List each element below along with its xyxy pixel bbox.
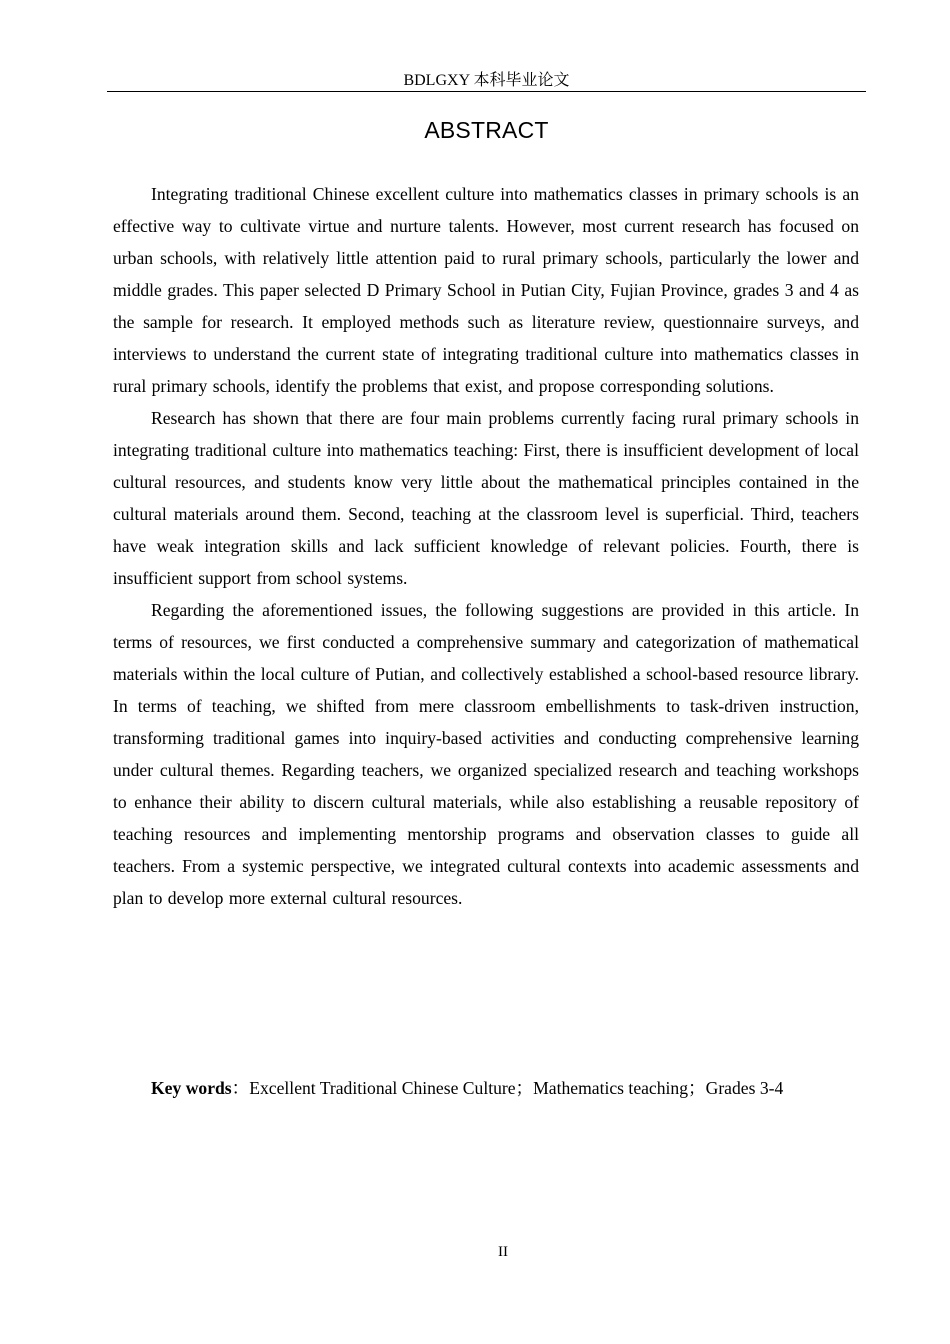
page-header: BDLGXY 本科毕业论文 [107, 70, 866, 92]
abstract-paragraph-3: Regarding the aforementioned issues, the following suggestions are provided in this article. In terms of resources, we first conducted a comprehensive summary and categorization of mathematical materials within the local culture of Putian, and collectively established a school-based resource library. In terms of teaching, we shifted from mere classroom embellishments to task-driven instruction, transforming traditional games into inquiry-based activities and conducting comprehensive learning under cultural themes. Regarding teachers, we organized specialized research and teaching workshops to enhance their ability to discern cultural materials, while also establishing a reusable repository of teaching resources and implementing mentorship programs and observation classes to guide all teachers. From a systemic perspective, we integrated cultural contexts into academic assessments and plan to develop more external cultural resources. [113, 600, 859, 908]
abstract-paragraph-1: Integrating traditional Chinese excellent culture into mathematics classes in primary schools is an effective way to cultivate virtue and nurture talents. However, most current research has focused on urban schools, with relatively little attention paid to rural primary schools, particularly the lower and middle grades. This paper selected D Primary School in Putian City, Fujian Province, grades 3 and 4 as the sample for research. It employed methods such as literature review, questionnaire surveys, and interviews to understand the current state of integrating traditional culture into mathematics classes in rural primary schools, identify the problems that exist, and propose corresponding solutions. [113, 184, 859, 396]
keywords-label: Key words [151, 1078, 232, 1098]
abstract-title: ABSTRACT [424, 117, 549, 143]
page-number: II [498, 1244, 508, 1260]
keywords-text: Excellent Traditional Chinese Culture；Mathematics teaching；Grades 3-4 [249, 1078, 784, 1098]
abstract-paragraph-2: Research has shown that there are four main problems currently facing rural primary schools in integrating traditional culture into mathematics teaching: First, there is insufficient development of local cultural resources, and students know very little about the mathematical principles contained in the cultural materials around them. Second, teaching at the classroom level is superficial. Third, teachers have weak integration skills and lack sufficient knowledge of relevant policies. Fourth, there is insufficient support from school systems. [113, 408, 860, 588]
keywords-separator: ： [231, 1078, 250, 1098]
abstract-body [113, 178, 859, 914]
keywords-line [113, 1072, 859, 1104]
